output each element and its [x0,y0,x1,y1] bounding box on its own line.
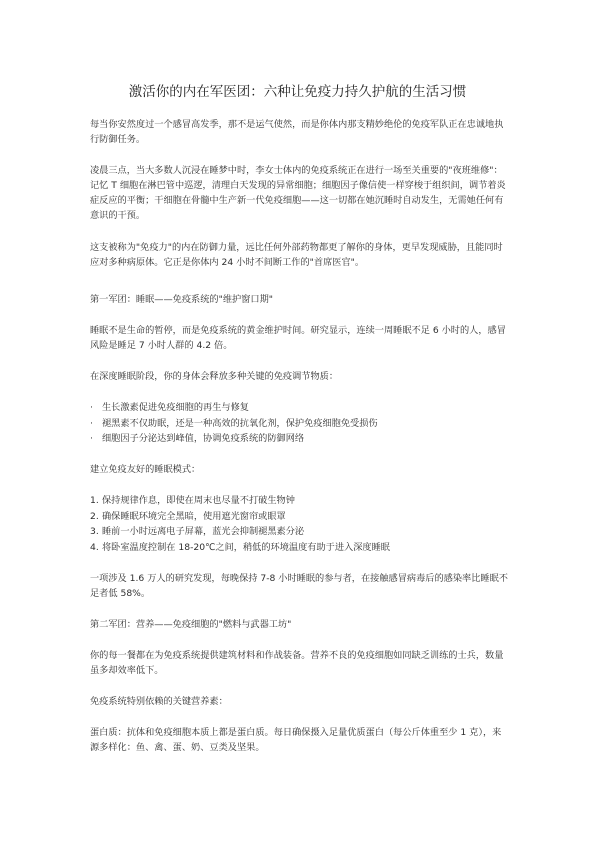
document-title: 激活你的内在军医团：六种让免疫力持久护航的生活习惯 [128,84,467,100]
list-item-text: 细胞因子分泌达到峰值，协调免疫系统的防御网络 [102,433,305,445]
list-item: 1. 保持规律作息，即使在周末也尽量不打破生物钟 [90,495,295,506]
list-item: 4. 将卧室温度控制在 18-20℃之间，稍低的环境温度有助于进入深度睡眠 [90,541,390,553]
section1-paragraph-2: 在深度睡眠阶段，你的身体会释放多种关键的免疫调节物质： [90,371,339,382]
list-item: · 褪黑素不仅助眠，还是一种高效的抗氧化剂，保护免疫细胞免受损伤 [90,417,378,429]
immune-substances-list [90,400,508,447]
list-item-text: 确保睡眠环境完全黑暗，使用遮光窗帘或眼罩 [102,510,286,522]
sleep-steps-list [90,493,508,555]
list-item-text: 将卧室温度控制在 18-20℃之间，稍低的环境温度有助于进入深度睡眠 [102,541,390,553]
section2-paragraph-2: 免疫系统特别依赖的关键营养素： [90,696,228,707]
intro-paragraph-3: 这支被称为"免疫力"的内在防御力量，远比任何外部药物都更了解你的身体，更早发现威胁，且能同时应对多种病原体。它正是你体内 24 小时不间断工作的"首席医官"。 [90,242,503,268]
intro-paragraph-1: 每当你安然度过一个感冒高发季，那不是运气使然，而是你体内那支精妙绝伦的免疫军队正在忠诚地执行防御任务。 [90,119,504,145]
list-item: 2. 确保睡眠环境完全黑暗，使用遮光窗帘或眼罩 [90,510,286,522]
list-item-text: 保持规律作息，即使在周末也尽量不打破生物钟 [102,495,295,506]
section1-paragraph-3: 建立免疫友好的睡眠模式： [90,464,201,475]
section2-heading: 第二军团：营养——免疫细胞的"燃料与武器工坊" [90,619,292,630]
list-item: 3. 睡前一小时远离电子屏幕，蓝光会抑制褪黑素分泌 [90,526,305,538]
section1-paragraph-1: 睡眠不是生命的暂停，而是免疫系统的黄金维护时间。研究显示，连续一周睡眠不足 6 小时的人，感冒风险是睡足 7 小时人群的 4.2 倍。 [90,325,506,351]
list-item-text: 生长激素促进免疫细胞的再生与修复 [102,402,249,413]
list-item: · 生长激素促进免疫细胞的再生与修复 [90,402,249,413]
list-item-text: 睡前一小时远离电子屏幕，蓝光会抑制褪黑素分泌 [102,526,305,538]
section2-paragraph-1: 你的每一餐都在为免疫系统提供建筑材料和作战装备。营养不良的免疫细胞如同缺乏训练的士兵，数量虽多却效率低下。 [90,650,504,676]
intro-paragraph-2: 凌晨三点，当大多数人沉浸在睡梦中时，李女士体内的免疫系统正在进行一场至关重要的"夜班维修"：记忆 T 细胞在淋巴管中巡逻，清理白天发现的异常细胞；细胞因子像信使一样穿梭于组织间，调节着炎症反应的平衡；干细胞在骨髓中生产新一代免疫细胞——这一切都在她沉睡时自动发生，无需她任何有意识的干预。 [90,165,506,221]
section2-paragraph-3: 蛋白质：抗体和免疫细胞本质上都是蛋白质。每日确保摄入足量优质蛋白（每公斤体重至少 1 克），来源多样化：鱼、禽、蛋、奶、豆类及坚果。 [90,727,502,753]
list-item: · 细胞因子分泌达到峰值，协调免疫系统的防御网络 [90,433,305,445]
section1-heading: 第一军团：睡眠——免疫系统的"维护窗口期" [90,294,274,305]
list-item-text: 褪黑素不仅助眠，还是一种高效的抗氧化剂，保护免疫细胞免受损伤 [102,417,378,429]
section1-paragraph-4: 一项涉及 1.6 万人的研究发现，每晚保持 7-8 小时睡眠的参与者，在接触感冒病毒后的感染率比睡眠不足者低 58%。 [90,573,508,599]
